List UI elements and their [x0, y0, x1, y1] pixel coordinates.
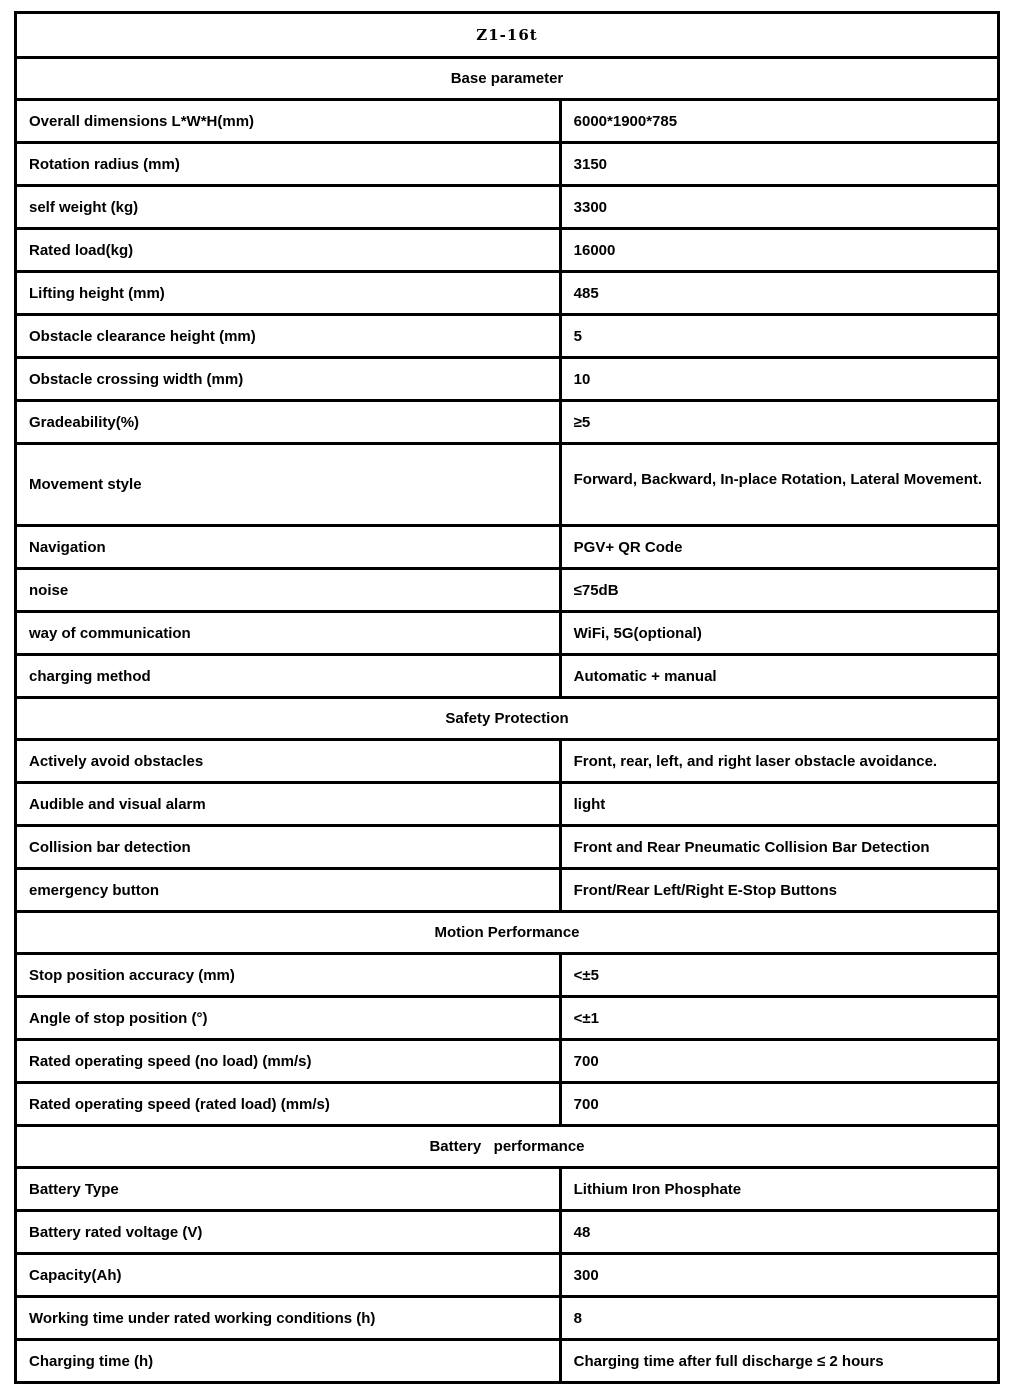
spec-value: Automatic + manual — [560, 655, 998, 698]
spec-row — [16, 612, 999, 655]
spec-value: ≥5 — [560, 401, 998, 444]
spec-value: 8 — [560, 1297, 998, 1340]
spec-label: Battery Type — [16, 1168, 561, 1211]
section-header-battery — [16, 1126, 999, 1168]
section-header-safety — [16, 698, 999, 740]
spec-row — [16, 1168, 999, 1211]
spec-label: Actively avoid obstacles — [16, 740, 561, 783]
spec-value: 300 — [560, 1254, 998, 1297]
spec-value: 700 — [560, 1083, 998, 1126]
spec-row — [16, 143, 999, 186]
spec-label: Rated load(kg) — [16, 229, 561, 272]
spec-label: Obstacle clearance height (mm) — [16, 315, 561, 358]
section-heading: Base parameter — [16, 58, 999, 100]
spec-row — [16, 740, 999, 783]
spec-label: Angle of stop position (°) — [16, 997, 561, 1040]
spec-value: 48 — [560, 1211, 998, 1254]
spec-label: Rated operating speed (no load) (mm/s) — [16, 1040, 561, 1083]
spec-label: Stop position accuracy (mm) — [16, 954, 561, 997]
section-heading: Motion Performance — [16, 912, 999, 954]
spec-value-text: Forward, Backward, In-place Rotation, Lateral Movement. — [573, 471, 983, 488]
spec-row — [16, 186, 999, 229]
spec-value: Front and Rear Pneumatic Collision Bar Detection — [560, 826, 998, 869]
spec-label: Lifting height (mm) — [16, 272, 561, 315]
spec-label: way of communication — [16, 612, 561, 655]
spec-row — [16, 1211, 999, 1254]
spec-value: 5 — [560, 315, 998, 358]
spec-value: WiFi, 5G(optional) — [560, 612, 998, 655]
spec-row — [16, 358, 999, 401]
spec-row — [16, 569, 999, 612]
spec-value: <±5 — [560, 954, 998, 997]
spec-label: Charging time (h) — [16, 1340, 561, 1383]
spec-row — [16, 954, 999, 997]
spec-label: Capacity(Ah) — [16, 1254, 561, 1297]
spec-row — [16, 826, 999, 869]
section-heading: Battery performance — [16, 1126, 999, 1168]
spec-row — [16, 783, 999, 826]
spec-value: 3300 — [560, 186, 998, 229]
spec-label: Working time under rated working conditions (h) — [16, 1297, 561, 1340]
spec-value: <±1 — [560, 997, 998, 1040]
spec-label: Gradeability(%) — [16, 401, 561, 444]
spec-value: PGV+ QR Code — [560, 526, 998, 569]
section-header-base — [16, 58, 999, 100]
spec-label: charging method — [16, 655, 561, 698]
spec-value — [560, 444, 998, 526]
spec-row — [16, 526, 999, 569]
spec-label: Obstacle crossing width (mm) — [16, 358, 561, 401]
spec-row — [16, 997, 999, 1040]
spec-value: 700 — [560, 1040, 998, 1083]
spec-label: emergency button — [16, 869, 561, 912]
spec-value: 485 — [560, 272, 998, 315]
spec-row — [16, 444, 999, 526]
spec-value: Front/Rear Left/Right E-Stop Buttons — [560, 869, 998, 912]
spec-label: self weight (kg) — [16, 186, 561, 229]
section-heading: Safety Protection — [16, 698, 999, 740]
spec-row — [16, 1340, 999, 1383]
spec-row — [16, 869, 999, 912]
spec-value: ≤75dB — [560, 569, 998, 612]
spec-row — [16, 401, 999, 444]
spec-label: Overall dimensions L*W*H(mm) — [16, 100, 561, 143]
spec-label: Rotation radius (mm) — [16, 143, 561, 186]
spec-row — [16, 1040, 999, 1083]
spec-value: 16000 — [560, 229, 998, 272]
spec-value: light — [560, 783, 998, 826]
spec-value: 6000*1900*785 — [560, 100, 998, 143]
spec-label: Audible and visual alarm — [16, 783, 561, 826]
spec-label: Navigation — [16, 526, 561, 569]
spec-value: 10 — [560, 358, 998, 401]
spec-row — [16, 100, 999, 143]
spec-row — [16, 1254, 999, 1297]
spec-row — [16, 1297, 999, 1340]
spec-label: Collision bar detection — [16, 826, 561, 869]
spec-row — [16, 1083, 999, 1126]
spec-value: Lithium Iron Phosphate — [560, 1168, 998, 1211]
spec-row — [16, 655, 999, 698]
spec-value: 3150 — [560, 143, 998, 186]
spec-label: Movement style — [16, 444, 561, 526]
section-header-motion — [16, 912, 999, 954]
spec-label: Rated operating speed (rated load) (mm/s) — [16, 1083, 561, 1126]
title-row — [16, 13, 999, 58]
spec-label: Battery rated voltage (V) — [16, 1211, 561, 1254]
spec-value: Front, rear, left, and right laser obstacle avoidance. — [560, 740, 998, 783]
spec-row — [16, 272, 999, 315]
table-title: Z1-16t — [16, 13, 999, 58]
spec-value: Charging time after full discharge ≤ 2 hours — [560, 1340, 998, 1383]
spec-row — [16, 229, 999, 272]
spec-table — [14, 11, 1000, 1384]
spec-label: noise — [16, 569, 561, 612]
spec-row — [16, 315, 999, 358]
